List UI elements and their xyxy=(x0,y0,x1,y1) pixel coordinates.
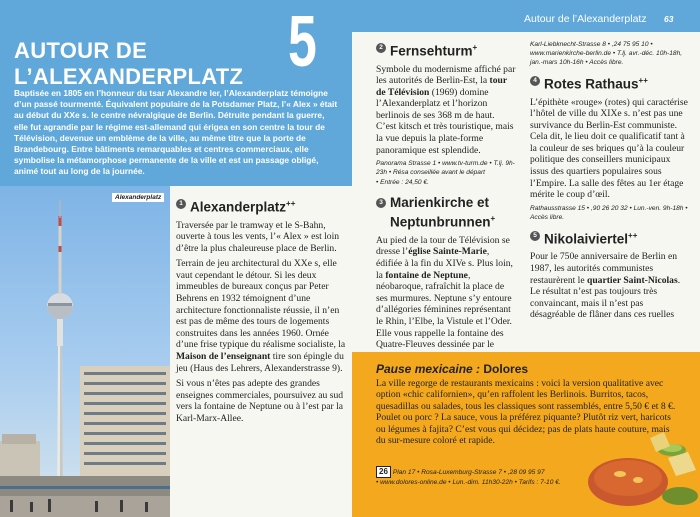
running-header xyxy=(352,0,700,32)
star-rating: ++ xyxy=(628,230,638,240)
section-heading: 5 Nikolaiviertel++ xyxy=(530,228,690,248)
paragraph: L’épithète «rouge» (rotes) qui caractérise l’hôtel de ville du XIXe s. n’est pas une survivance du Berlin-Est communiste. Cela dit, le lieu doit ce qualificatif tant à la couleur de ses briques qu’à la couleur politique des conseillers municipaux issus des quartiers populaires sous l’Empire. La salle des fêtes au 1er étage mérite le coup d’œil. xyxy=(530,96,688,201)
section-heading: 2 Fernsehturm+ xyxy=(376,40,516,60)
food-bowls-illustration xyxy=(580,420,700,517)
running-header-title: Autour de l’Alexanderplatz xyxy=(524,13,647,25)
pause-title: Pause mexicaine : Dolores xyxy=(376,362,529,376)
section-heading: 1 Alexanderplatz++ xyxy=(176,196,346,216)
pause-body: La ville regorge de restaurants mexicains : voici la version qualitative avec option «chic californien», qu’en raffolent les Berlinois. Burritos, tacos, quesadillas ou salades, tous les classiques sont rassemblés, entre 5,50 € et 8 €. Poulet ou porc ? La sauce, vous la préférez piquante? Plutôt riz vert, haricots ou légumes à fajita? C’est vous qui décidez; pas de plats haute couture, mais du sur-mesure coloré et rapide. xyxy=(376,378,676,447)
practical-info: Rathausstrasse 15 • ,90 26 20 32 • Lun.-ven. 9h-18h • Accès libre. xyxy=(530,204,688,221)
right-column-a xyxy=(376,40,516,362)
tv-tower-illustration xyxy=(0,186,170,517)
practical-info: • Entrée : 24,50 €. xyxy=(376,179,429,187)
practical-info: Karl-Liebknecht-Strasse 8 • ,24 75 95 10 • www.marienkirche-berlin.de • T.lj. avr.-déc. 10h-18h, jan.-mars 10h-16h • Accès libre. xyxy=(530,41,683,66)
practical-info: Panorama Strasse 1 • www.tv-turm.de • T.lj. 9h-23h • Résa conseillée avant le départ xyxy=(376,160,515,177)
paragraph: Pour le 750e anniversaire de Berlin en 1987, les autorités communistes restaurèrent le quartier Saint-Nicolas. Le résultat n’est pas toujours très convaincant, mais il n’est pas désagréable de flâner dans ces ruelles xyxy=(530,251,681,321)
star-rating: + xyxy=(490,214,496,224)
chapter-header xyxy=(0,0,352,186)
chapter-title: AUTOUR DE L’ALEXANDERPLATZ xyxy=(14,38,244,89)
pause-info: 26 Plan 17 • Rosa-Luxemburg-Strasse 7 • ,28 09 95 97 • www.dolores-online.de • Lun.-dim. 11h30-22h • Tarifs : 7-10 €. xyxy=(376,467,561,486)
section-number-badge: 5 xyxy=(530,231,540,241)
page-number: 63 xyxy=(664,14,674,24)
star-rating: ++ xyxy=(638,76,648,85)
star-rating: + xyxy=(472,43,478,52)
map-pin-badge: 26 xyxy=(376,466,391,478)
right-column-b xyxy=(530,40,690,321)
star-rating: ++ xyxy=(286,199,296,208)
paragraph: Traversée par le tramway et le S-Bahn, ouverte à tous les vents, l’« Alex » est loin d’être la plus chaleureuse place de Berlin. xyxy=(176,219,340,254)
paragraph: Si vous n’êtes pas adepte des grandes enseignes commerciales, poursuivez au sud vers la fontaine de Neptune ou à l’est par la Karl-Marx-Allee. xyxy=(176,378,344,424)
section-number-badge: 2 xyxy=(376,43,386,53)
section-heading: 4 Rotes Rathaus++ xyxy=(530,73,690,93)
photo-caption: Alexanderplatz xyxy=(112,193,164,202)
section-number-badge: 3 xyxy=(376,198,386,208)
chapter-number: 5 xyxy=(288,2,317,82)
chapter-intro: Baptisée en 1805 en l’honneur du tsar Alexandre Ier, l’Alexanderplatz témoigne d’un passé tourmenté. Équivalent populaire de la Potsdamer Platz, l’« Alex » était au début du XXe s. le centre névralgique de Berlin. Détruite pendant la guerre, elle fut agrandie par le régime est-allemand qui érigea en son centre la tour de Télévision, devenue un emblème de la ville, au même titre que la porte de Brandebourg. Entre bâtiments remarquables et centres commerciaux, elle symbolise la métamorphose permanente de la ville et est un passage obligé, animé tout au long de la journée. xyxy=(14,88,338,177)
alexanderplatz-photo xyxy=(0,186,170,517)
section-number-badge: 1 xyxy=(176,199,186,209)
section-number-badge: 4 xyxy=(530,76,540,86)
section-alexanderplatz xyxy=(176,196,346,425)
paragraph: Terrain de jeu architectural du XXe s, elle vaut cependant le détour. Si les deux immeubles de bureaux conçus par Peter Behrens en 1932 témoignent d’une architecture fonctionnaliste réussie, il n’en est pas de même des tours de logements construites dans les années 1960. Ornée d’une frise typique du réalisme socialiste, la Maison de l’enseignant tire son épingle du jeu (Haus des Lehrers, Alexanderstrasse 9). xyxy=(176,258,346,374)
paragraph: Symbole du modernisme affiché par les autorités de Berlin-Est, la tour de Télévision (1969) domine l’Alexanderplatz et l’horizon berlinois de ses 368 m de haut. C’est kitsch et très touristique, mais la vue depuis la plate-forme panoramique est splendide. xyxy=(376,63,516,156)
section-heading: 3 Marienkirche et Neptunbrunnen+ xyxy=(376,195,516,231)
paragraph: Au pied de la tour de Télévision se dresse l’église Sainte-Marie, édifiée à la fin du XIVe s. Plus loin, la fontaine de Neptune, néobaroque, rafraîchit la place de ses murmures. Neptune s’y entoure d’allégories féminines représentant le Rhin, l’Elbe, la Vistule et l’Oder. Elle vous rappelle la fontaine des Quatre-Fleuves dessinée par le xyxy=(376,234,513,351)
